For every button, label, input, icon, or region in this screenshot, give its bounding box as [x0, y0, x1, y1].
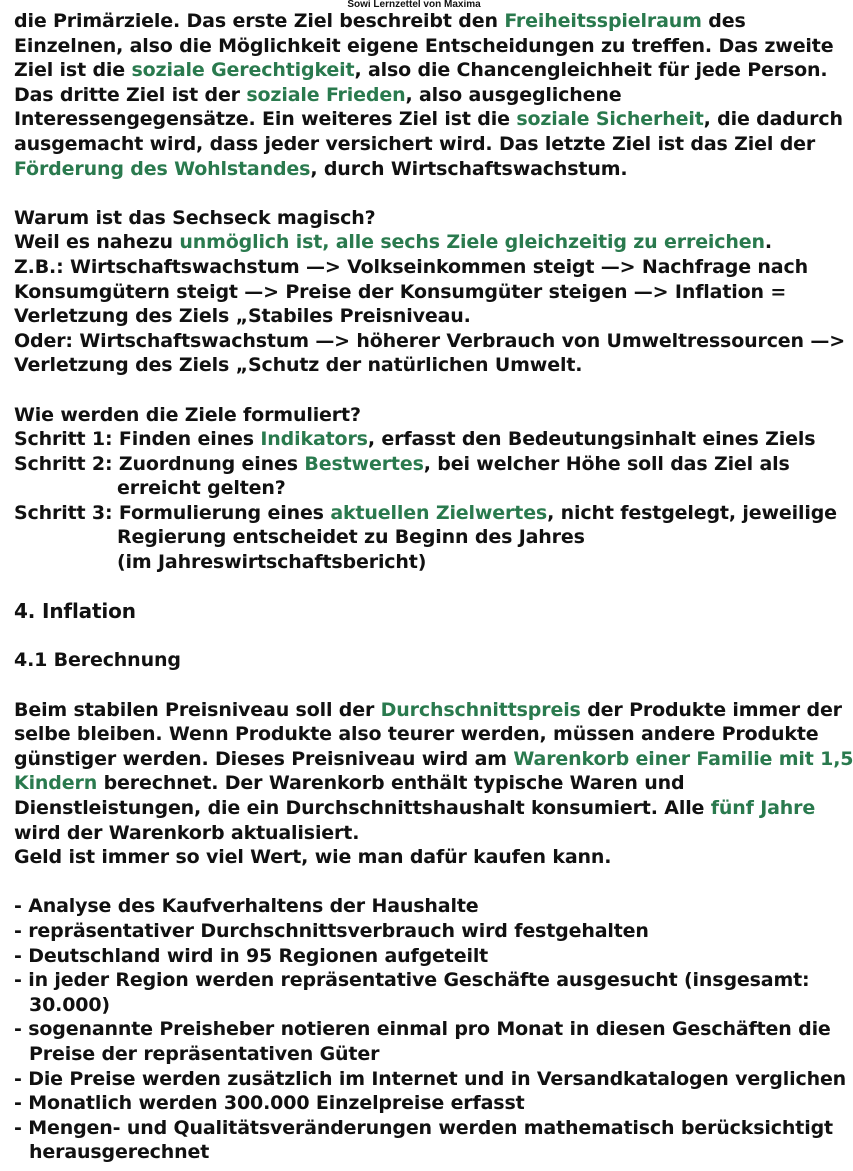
list-item: - in jeder Region werden repräsentative Geschäfte ausgesucht (insgesamt: [14, 969, 810, 992]
list-item-continuation: 30.000) [29, 993, 110, 1016]
term-highlight: fünf Jahre [710, 797, 816, 819]
term-highlight: Indikators [260, 428, 368, 451]
term-highlight: soziale Sicherheit [516, 108, 704, 131]
spacer [14, 378, 826, 403]
term-highlight: Durchschnittspreis [380, 698, 581, 721]
list-item: - Monatlich werden 300.000 Einzelpreise erfasst [14, 1092, 525, 1115]
list-item: - repräsentativer Durchschnittsverbrauch wird festgehalten [14, 919, 649, 942]
spacer [14, 181, 826, 206]
question-heading: Wie werden die Ziele formuliert? [14, 403, 361, 426]
section-heading: 4. Inflation [14, 599, 136, 624]
paragraph-goals [14, 9, 843, 181]
list-item: - sogenannte Preisheber notieren einmal pro Monat in diesen Geschäften die [14, 1018, 831, 1041]
term-highlight: aktuellen Zielwertes [330, 501, 548, 524]
text-line: Ziel ist die soziale Gerechtigkeit, also die Chancengleichheit für jede Person. [14, 59, 828, 82]
spacer [14, 624, 826, 649]
term-highlight: soziale Frieden [246, 83, 406, 106]
term-highlight: Kindern [14, 772, 98, 795]
list-item-continuation: Preise der repräsentativen Güter [29, 1042, 380, 1065]
step-line: Schritt 3: Formulierung eines aktuellen Zielwertes, nicht festgelegt, jeweilige [14, 501, 837, 524]
text-line: Z.B.: Wirtschaftswachstum —> Volkseinkommen steigt —> Nachfrage nach [14, 255, 808, 278]
text-line: Verletzung des Ziels „Schutz der natürlichen Umwelt. [14, 354, 583, 377]
text-line: Verletzung des Ziels „Stabiles Preisniveau. [14, 305, 471, 328]
text-line: Förderung des Wohlstandes, durch Wirtschaftswachstum. [14, 157, 628, 180]
list-item: - Mengen- und Qualitätsveränderungen werden mathematisch berücksichtigt [14, 1116, 833, 1139]
step-continuation: (im Jahreswirtschaftsbericht) [117, 551, 427, 574]
text-line: die Primärziele. Das erste Ziel beschreibt den Freiheitsspielraum des [14, 10, 746, 32]
term-highlight: Warenkorb einer Familie mit 1,5 [513, 747, 853, 770]
text-line: wird der Warenkorb aktualisiert. [14, 821, 360, 844]
text-line: günstiger werden. Dieses Preisniveau wird am Warenkorb einer Familie mit 1,5 [14, 747, 853, 770]
paragraph-magic-hexagon [14, 206, 846, 378]
text-line: Einzelnen, also die Möglichkeit eigene Entscheidungen zu treffen. Das zweite [14, 34, 834, 57]
subsection-heading: 4.1 Berechnung [14, 649, 181, 672]
list-item: - Deutschland wird in 95 Regionen aufgeteilt [14, 944, 489, 967]
text-line: Kindern berechnet. Der Warenkorb enthält typische Waren und [14, 772, 685, 795]
text-line: Konsumgütern steigt —> Preise der Konsumgüter steigen —> Inflation = [14, 280, 787, 303]
text-line: Interessengegensätze. Ein weiteres Ziel ist die soziale Sicherheit, die dadurch [14, 108, 843, 131]
spacer [14, 870, 826, 895]
term-highlight: soziale Gerechtigkeit [131, 59, 355, 82]
step-continuation: erreicht gelten? [117, 477, 286, 500]
text-line: Beim stabilen Preisniveau soll der Durchschnittspreis der Produkte immer der [14, 698, 842, 721]
step-line: Schritt 1: Finden eines Indikators, erfasst den Bedeutungsinhalt eines Ziels [14, 428, 816, 451]
text-line: ausgemacht wird, dass jeder versichert wird. Das letzte Ziel ist das Ziel der [14, 132, 816, 155]
text-line: Geld ist immer so viel Wert, wie man dafür kaufen kann. [14, 846, 612, 869]
paragraph-price-level [14, 698, 853, 870]
term-highlight: Bestwertes [304, 452, 424, 475]
paragraph-formulation [14, 403, 837, 575]
document-body [14, 9, 853, 1165]
step-line: Schritt 2: Zuordnung eines Bestwertes, bei welcher Höhe soll das Ziel als [14, 452, 790, 475]
list-item: - Analyse des Kaufverhaltens der Haushalte [14, 895, 479, 918]
term-highlight: Förderung des Wohlstandes [14, 157, 311, 180]
question-heading: Warum ist das Sechseck magisch? [14, 206, 376, 229]
spacer [14, 673, 826, 698]
text-line: Das dritte Ziel ist der soziale Frieden, also ausgeglichene [14, 83, 622, 106]
bullet-list [14, 894, 847, 1165]
text-line: Weil es nahezu unmöglich ist, alle sechs Ziele gleichzeitig zu erreichen. [14, 231, 772, 254]
text-line: selbe bleiben. Wenn Produkte also teurer werden, müssen andere Produkte [14, 723, 819, 746]
spacer [14, 575, 826, 600]
list-item-continuation: herausgerechnet [29, 1141, 210, 1164]
page-header: Sowi Lernzettel von Maxima [347, 0, 481, 10]
term-highlight: Freiheitsspielraum [504, 10, 702, 32]
text-line: Dienstleistungen, die ein Durchschnittshaushalt konsumiert. Alle fünf Jahre [14, 797, 816, 819]
list-item: - Die Preise werden zusätzlich im Internet und in Versandkatalogen verglichen [14, 1067, 847, 1090]
text-line: Oder: Wirtschaftswachstum —> höherer Verbrauch von Umweltressourcen —> [14, 329, 846, 352]
step-continuation: Regierung entscheidet zu Beginn des Jahres [117, 526, 585, 549]
term-highlight: unmöglich ist, alle sechs Ziele gleichzeitig zu erreichen [179, 231, 765, 254]
